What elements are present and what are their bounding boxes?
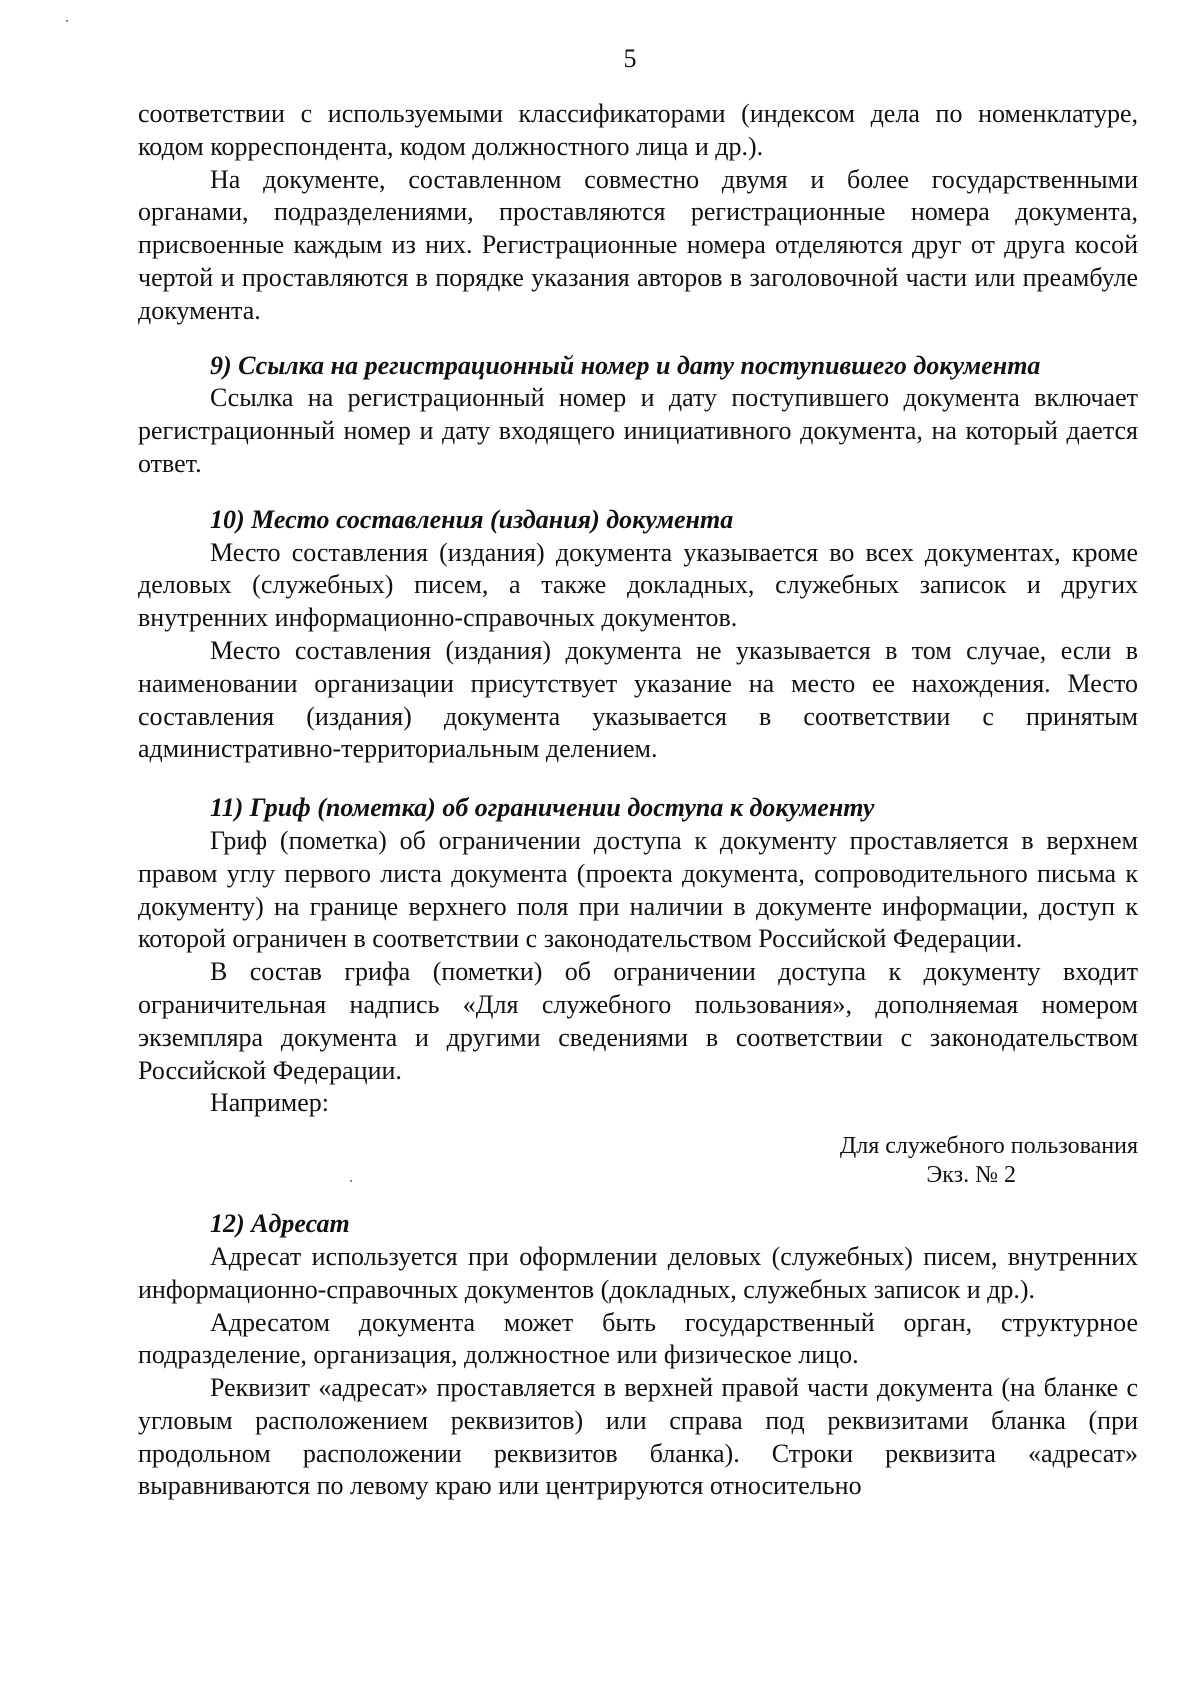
page-number: 5 [623, 44, 637, 73]
paragraph-addressee-placement: Реквизит «адресат» проставляется в верхней правой части документа (на бланке с угловым расположением реквизитов) или справа под реквизитами бланка (при продольном расположении реквизитов бланка). Строки реквизита «адресат» выравниваются по левому краю или центрируются относительно [138, 1373, 1138, 1501]
paragraph-place-not-indicated: Место составления (издания) документа не указывается в том случае, если в наименовании организации присутствует указание на место ее нахождения. Место составления (издания) документа указывается в соответствии с принятым административно-территориальным делением. [138, 635, 1138, 764]
restriction-stamp-example [138, 1132, 1138, 1190]
paragraph-access-stamp: Гриф (пометка) об ограничении доступа к документу проставляется в верхнем правом углу первого листа документа (проекта документа, сопроводительного письма к документу) на границе верхнего поля при наличии в документе информации, доступ к которой ограничен в соответствии с законодательством Российской Федерации. [138, 825, 1138, 954]
document-body [138, 98, 1138, 1503]
paragraph-addressee-who: Адресатом документа может быть государственный орган, структурное подразделение, организация, должностное или физическое лицо. [138, 1307, 1138, 1370]
paragraph-continuation: соответствии с используемыми классификаторами (индексом дела по номенклатуре, кодом корреспондента, кодом должностного лица и др.). [138, 99, 1138, 161]
paragraph-reference-number: Ссылка на регистрационный номер и дату поступившего документа включает регистрационный номер и дату входящего инициативного документа, на который дается ответ. [138, 383, 1138, 478]
section-heading-9: 9) Ссылка на регистрационный номер и дату поступившего документа [210, 350, 1041, 380]
section-heading-11: 11) Гриф (пометка) об ограничении доступа к документу [210, 793, 875, 823]
scan-speck [66, 20, 68, 22]
section-heading-12: 12) Адресат [210, 1209, 350, 1239]
paragraph-joint-registration: На документе, составленном совместно двумя и более государственными органами, подразделениями, проставляются регистрационные номера документа, присвоенные каждым из них. Регистрационные номера отделяются друг от друга косой чертой и проставляются в порядке указания авторов в заголовочной части или преамбуле документа. [138, 164, 1138, 325]
example-label: Например: [210, 1088, 330, 1118]
paragraph-addressee-usage: Адресат используется при оформлении деловых (служебных) писем, внутренних информационно-справочных документов (докладных, служебных записок и др.). [138, 1241, 1138, 1304]
stamp-line-restriction: Для служебного пользования [839, 1133, 1138, 1160]
section-heading-10: 10) Место составления (издания) документа [210, 504, 734, 534]
stamp-line-copy-number: Экз. № 2 [926, 1162, 1016, 1189]
paragraph-stamp-contents: В состав грифа (пометки) об ограничении доступа к документу входит ограничительная надпись «Для служебного пользования», дополняемая номером экземпляра документа и другими сведениями в соответствии с законодательством Российской Федерации. [138, 957, 1138, 1085]
paragraph-place-indicated: Место составления (издания) документа указывается во всех документах, кроме деловых (служебных) писем, а также докладных, служебных записок и других внутренних информационно-справочных документов. [138, 537, 1138, 633]
